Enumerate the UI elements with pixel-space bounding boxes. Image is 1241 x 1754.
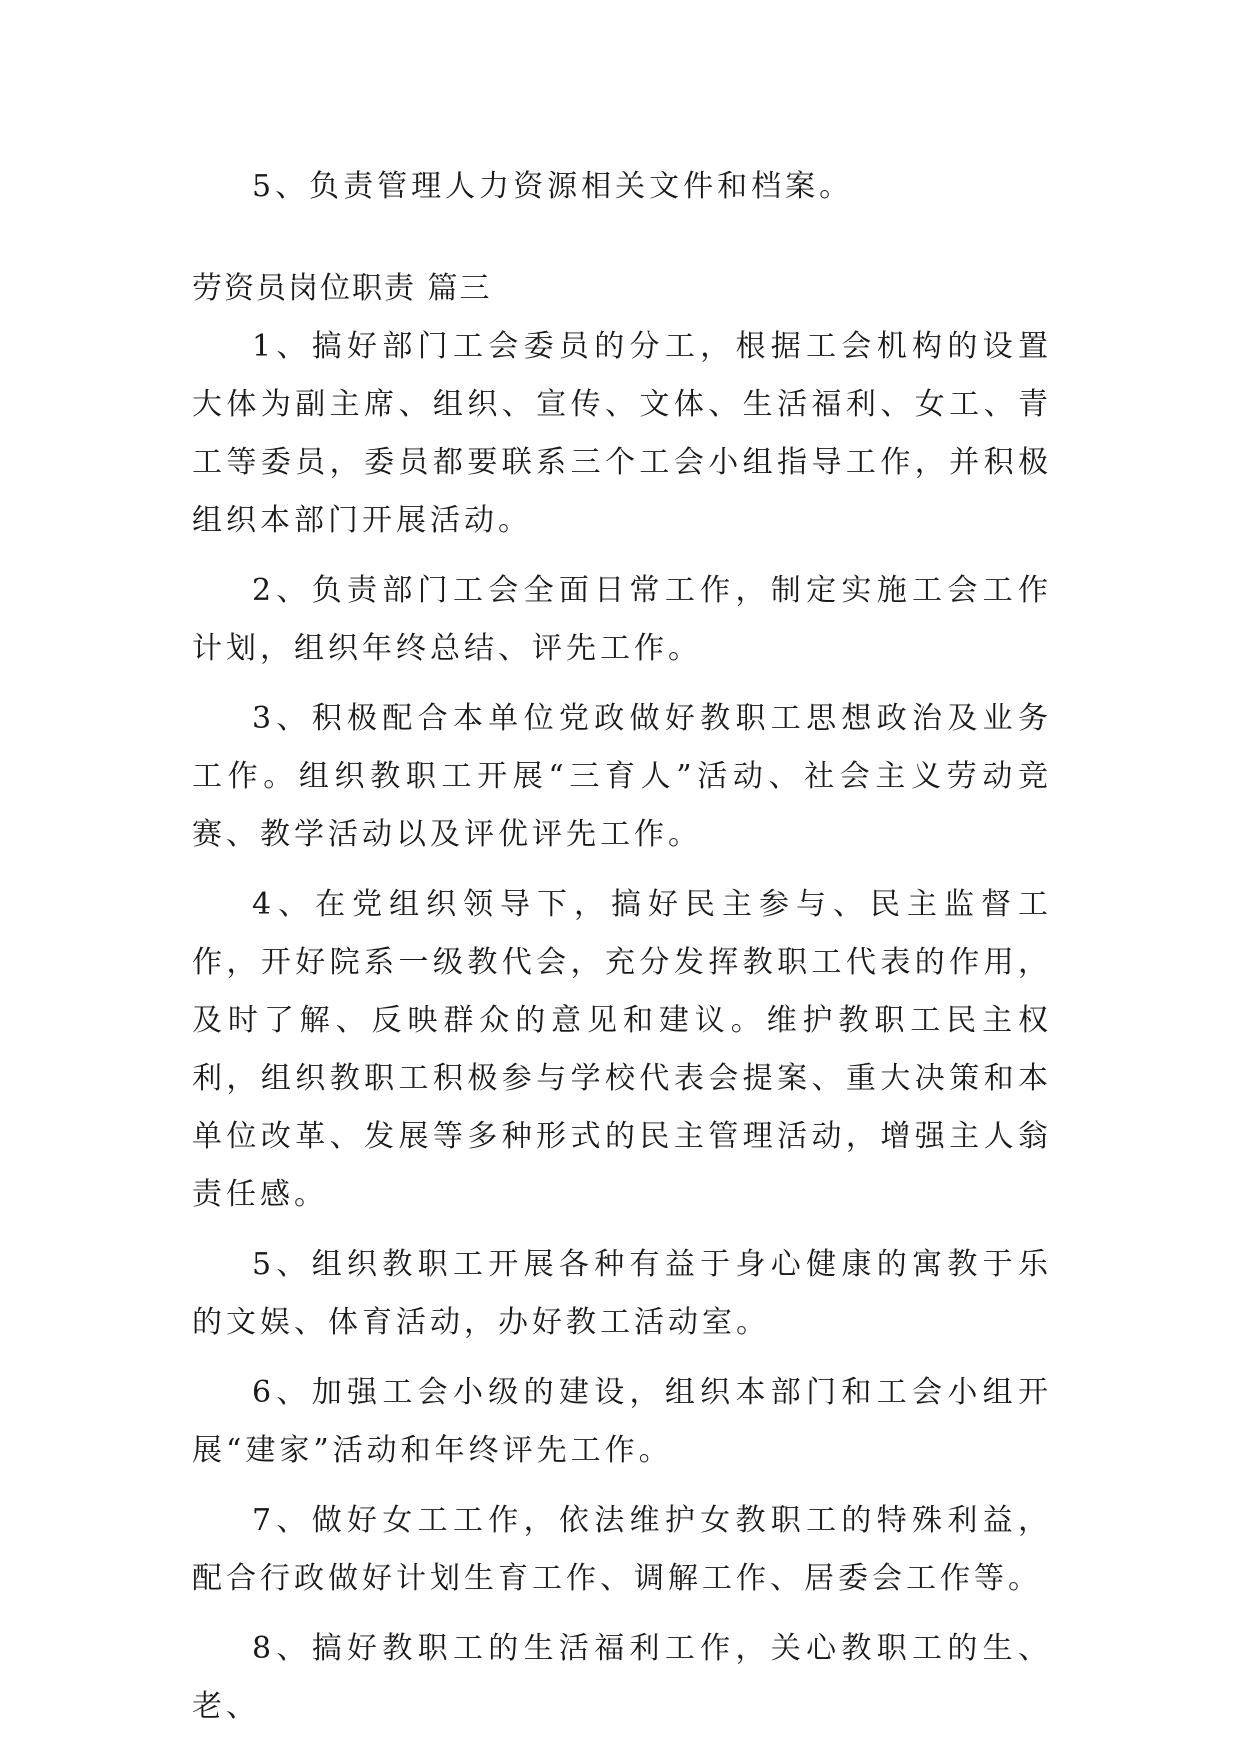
duty-item-8: 8、搞好教职工的生活福利工作，关心教职工的生、老、 — [192, 1631, 1052, 1724]
document-body — [192, 158, 1052, 1736]
intro-item-paragraph: 5、负责管理人力资源相关文件和档案。 — [252, 169, 854, 204]
duty-item-3: 3、积极配合本单位党政做好教职工思想政治及业务工作。组织教职工开展“三育人”活动、社会主义劳动竞赛、教学活动以及评优评先工作。 — [192, 701, 1052, 852]
duty-item-2: 2、负责部门工会全面日常工作，制定实施工会工作计划，组织年终总结、评先工作。 — [192, 573, 1052, 666]
duty-item-5: 5、组织教职工开展各种有益于身心健康的寓教于乐的文娱、体育活动，办好教工活动室。 — [192, 1247, 1052, 1340]
section-title: 劳资员岗位职责 篇三 — [192, 271, 492, 306]
duty-item-4: 4、在党组织领导下，搞好民主参与、民主监督工作，开好院系一级教代会，充分发挥教职工代表的作用，及时了解、反映群众的意见和建议。维护教职工民主权利，组织教职工积极参与学校代表会提案、重大决策和本单位改革、发展等多种形式的民主管理活动，增强主人翁责任感。 — [192, 887, 1052, 1212]
duty-item-7: 7、做好女工工作，依法维护女教职工的特殊利益，配合行政做好计划生育工作、调解工作、居委会工作等。 — [192, 1503, 1052, 1596]
duty-item-1: 1、搞好部门工会委员的分工，根据工会机构的设置大体为副主席、组织、宣传、文体、生活福利、女工、青工等委员，委员都要联系三个工会小组指导工作，并积极组织本部门开展活动。 — [192, 329, 1052, 538]
duty-item-6: 6、加强工会小级的建设，组织本部门和工会小组开展“建家”活动和年终评先工作。 — [192, 1375, 1052, 1468]
